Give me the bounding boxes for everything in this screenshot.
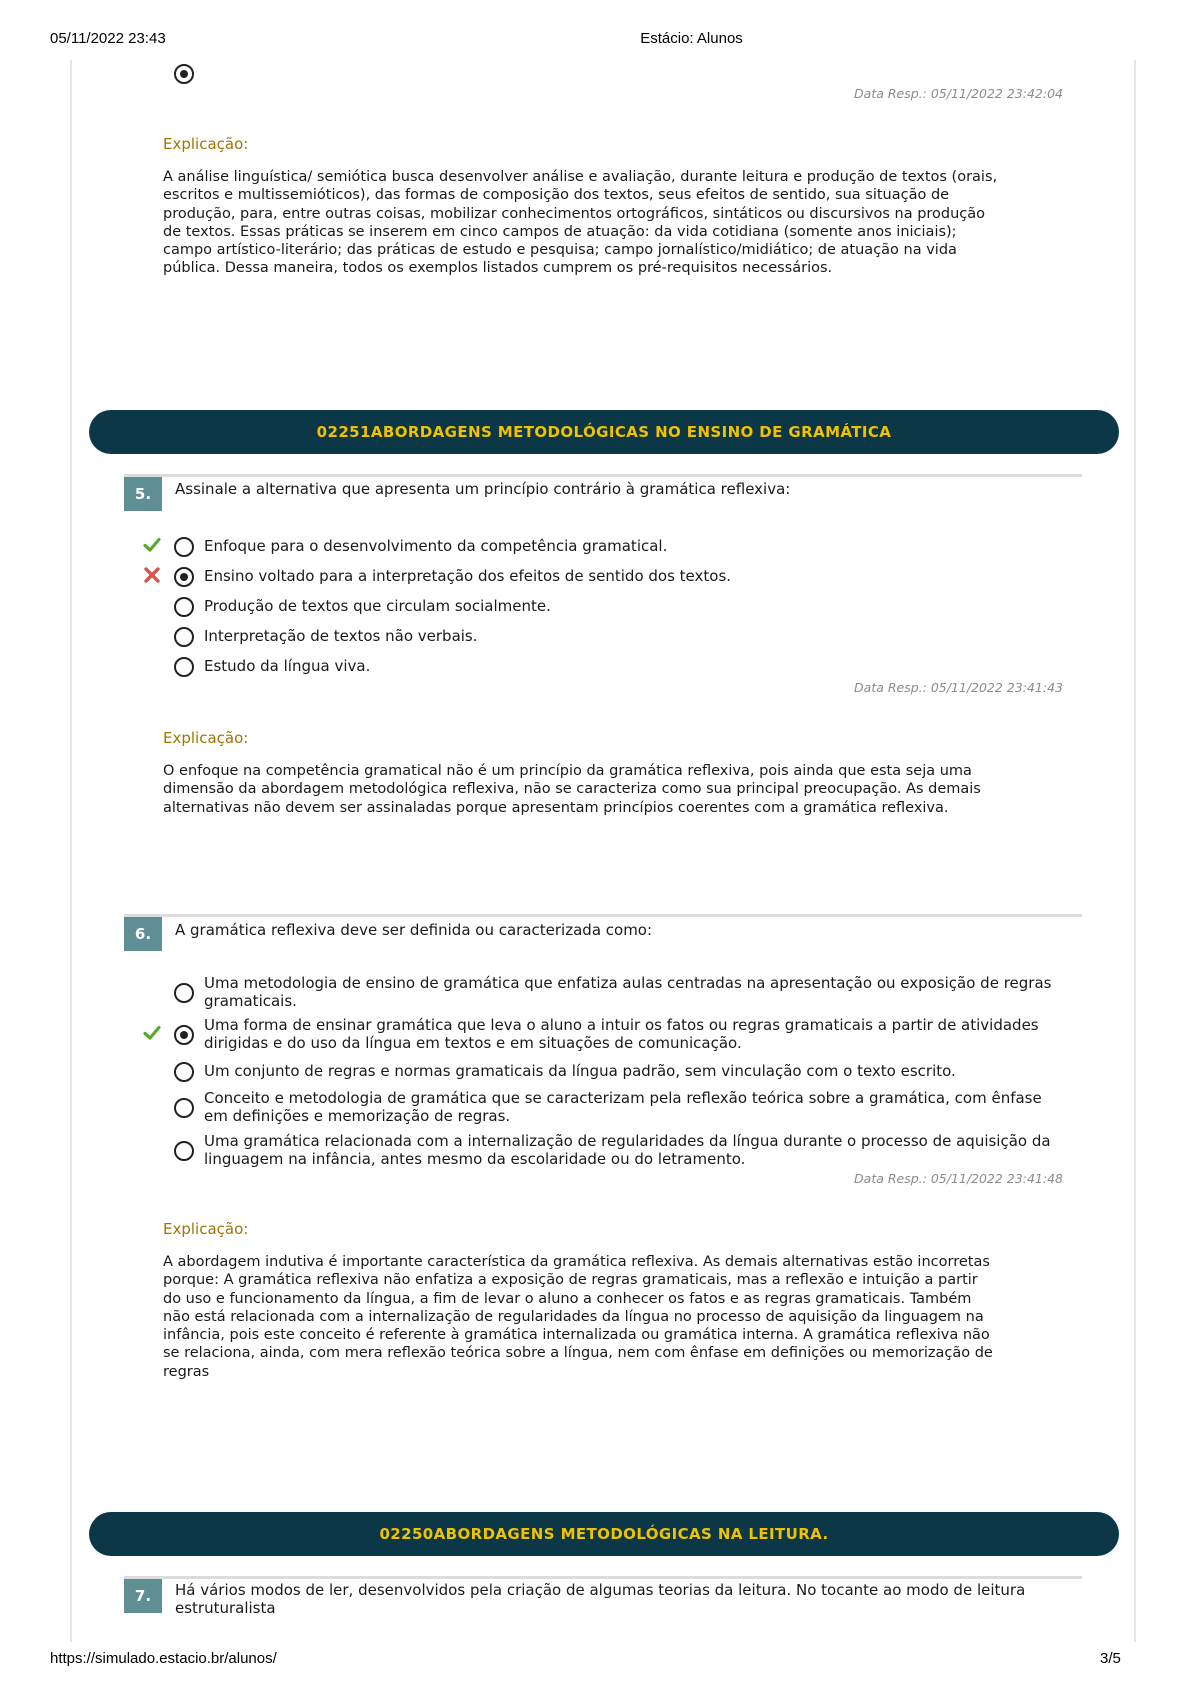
q5-option-2-radio[interactable]	[174, 567, 194, 587]
option-line: em definições e memorização de regras.	[204, 1107, 511, 1125]
option-line: Uma metodologia de ensino de gramática que enfatiza aulas centradas na apresentação ou exposição de regras	[204, 974, 1052, 992]
explanation-line: campo artístico-literário; das práticas de estudo e pesquisa; campo jornalístico/midiático; de atuação na vida	[163, 242, 957, 259]
q6-option-3[interactable]	[204, 1062, 1074, 1080]
q7-divider	[124, 1576, 1082, 1579]
q6-explanation	[163, 1253, 1048, 1381]
check-icon	[143, 536, 161, 554]
explanation-line: se relaciona, ainda, com mera reflexão teórica sobre a língua, nem com ênfase em definições ou memorização de	[163, 1345, 993, 1362]
q5-option-5[interactable]: Estudo da língua viva.	[204, 657, 371, 675]
q6-explanation-label: Explicação:	[163, 1220, 249, 1238]
q4-selected-radio[interactable]	[174, 64, 194, 84]
explanation-line: dimensão da abordagem metodológica reflexiva, não se caracteriza como sua principal preocupação. As demais	[163, 781, 981, 798]
q5-explanation	[163, 762, 1048, 817]
explanation-line: infância, pois este conceito é referente à gramática internalizada ou gramática interna. A gramática reflexiva não	[163, 1327, 990, 1344]
q6-date-resp: Data Resp.: 05/11/2022 23:41:48	[854, 1171, 1063, 1186]
explanation-line: A abordagem indutiva é importante característica da gramática reflexiva. As demais alternativas estão incorretas	[163, 1254, 990, 1270]
explanation-line: produção, para, entre outras coisas, mobilizar conhecimentos ortográficos, sintáticos ou discursivos na produção	[163, 205, 986, 222]
question-line: estruturalista	[175, 1599, 276, 1617]
print-url: https://simulado.estacio.br/alunos/	[50, 1650, 277, 1667]
q6-option-4-radio[interactable]	[174, 1098, 194, 1118]
explanation-line: não está relacionada com a internalização de regularidades da língua no processo de aquisição da linguagem na	[163, 1308, 984, 1325]
explanation-line: alternativas não devem ser assinaladas porque apresentam princípios coerentes com a gramática reflexiva.	[163, 799, 949, 816]
q6-option-2-radio[interactable]	[174, 1025, 194, 1045]
q6-option-3-radio[interactable]	[174, 1062, 194, 1082]
section-title: 02251ABORDAGENS METODOLÓGICAS NO ENSINO DE GRAMÁTICA	[316, 423, 892, 441]
q5-option-1-radio[interactable]	[174, 537, 194, 557]
option-line: Conceito e metodologia de gramática que se caracterizam pela reflexão teórica sobre a gramática, com ênfase	[204, 1089, 1042, 1107]
content-frame	[70, 60, 1136, 1642]
question-line: Há vários modos de ler, desenvolvidos pela criação de algumas teorias da leitura. No tocante ao modo de leitura	[175, 1581, 1026, 1599]
explanation-line: pública. Dessa maneira, todos os exemplos listados cumprem os pré-requisitos necessários.	[163, 260, 833, 277]
q4-explanation	[163, 168, 1048, 278]
q5-option-5-radio[interactable]	[174, 657, 194, 677]
q5-explanation-label: Explicação:	[163, 729, 249, 747]
q7-number-badge: 7.	[124, 1579, 162, 1613]
option-line: gramaticais.	[204, 992, 297, 1010]
q7-question	[175, 1581, 1075, 1617]
section-header-gramatica	[89, 410, 1119, 454]
q5-option-4[interactable]: Interpretação de textos não verbais.	[204, 627, 478, 645]
q5-number-badge: 5.	[124, 477, 162, 511]
q5-question: Assinale a alternativa que apresenta um princípio contrário à gramática reflexiva:	[175, 480, 791, 498]
q5-option-2[interactable]: Ensino voltado para a interpretação dos efeitos de sentido dos textos.	[204, 567, 732, 585]
explanation-line: regras	[163, 1363, 210, 1380]
q4-explanation-label: Explicação:	[163, 135, 249, 153]
section-title: 02250ABORDAGENS METODOLÓGICAS NA LEITURA.	[379, 1525, 829, 1543]
q6-number-badge: 6.	[124, 917, 162, 951]
q6-option-1-radio[interactable]	[174, 983, 194, 1003]
option-line: Um conjunto de regras e normas gramaticais da língua padrão, sem vinculação com o texto escrito.	[204, 1062, 956, 1080]
explanation-line: do uso e funcionamento da língua, a fim de levar o aluno a conhecer os fatos e as regras gramaticais. Também	[163, 1290, 972, 1307]
option-line: Uma gramática relacionada com a internalização de regularidades da língua durante o processo de aquisição da	[204, 1132, 1051, 1150]
q5-option-1[interactable]: Enfoque para o desenvolvimento da competência gramatical.	[204, 537, 668, 555]
explanation-line: A análise linguística/ semiótica busca desenvolver análise e avaliação, durante leitura e produção de textos (orais,	[163, 169, 998, 185]
q5-option-3-radio[interactable]	[174, 597, 194, 617]
cross-icon	[143, 566, 161, 584]
option-line: linguagem na infância, antes mesmo da escolaridade ou do letramento.	[204, 1150, 746, 1168]
print-page-number: 3/5	[1100, 1650, 1121, 1667]
section-header-leitura	[89, 1512, 1119, 1556]
option-line: dirigidas e do uso da língua em textos e em situações de comunicação.	[204, 1034, 742, 1052]
q5-divider	[124, 474, 1082, 477]
q6-option-5-radio[interactable]	[174, 1141, 194, 1161]
q6-option-4[interactable]	[204, 1089, 1074, 1125]
explanation-line: escritos e multissemióticos), das formas de composição dos textos, seus efeitos de sentido, sua situação de	[163, 187, 950, 204]
q6-divider	[124, 914, 1082, 917]
print-page-title: Estácio: Alunos	[640, 30, 743, 47]
explanation-line: O enfoque na competência gramatical não é um princípio da gramática reflexiva, pois ainda que esta seja uma	[163, 763, 972, 779]
check-icon	[143, 1024, 161, 1042]
explanation-line: de textos. Essas práticas se inserem em cinco campos de atuação: da vida cotidiana (somente anos iniciais);	[163, 223, 957, 240]
q6-option-1[interactable]	[204, 974, 1074, 1010]
print-datetime: 05/11/2022 23:43	[50, 30, 166, 47]
q5-option-3[interactable]: Produção de textos que circulam socialmente.	[204, 597, 551, 615]
q6-question: A gramática reflexiva deve ser definida ou caracterizada como:	[175, 921, 653, 939]
q6-option-2[interactable]	[204, 1016, 1074, 1052]
q5-date-resp: Data Resp.: 05/11/2022 23:41:43	[854, 680, 1063, 695]
option-line: Uma forma de ensinar gramática que leva o aluno a intuir os fatos ou regras gramaticais a partir de atividades	[204, 1016, 1039, 1034]
q4-date-resp: Data Resp.: 05/11/2022 23:42:04	[854, 86, 1063, 101]
q5-option-4-radio[interactable]	[174, 627, 194, 647]
explanation-line: porque: A gramática reflexiva não enfatiza a exposição de regras gramaticais, mas a reflexão e intuição a partir	[163, 1272, 978, 1289]
q6-option-5[interactable]	[204, 1132, 1074, 1168]
